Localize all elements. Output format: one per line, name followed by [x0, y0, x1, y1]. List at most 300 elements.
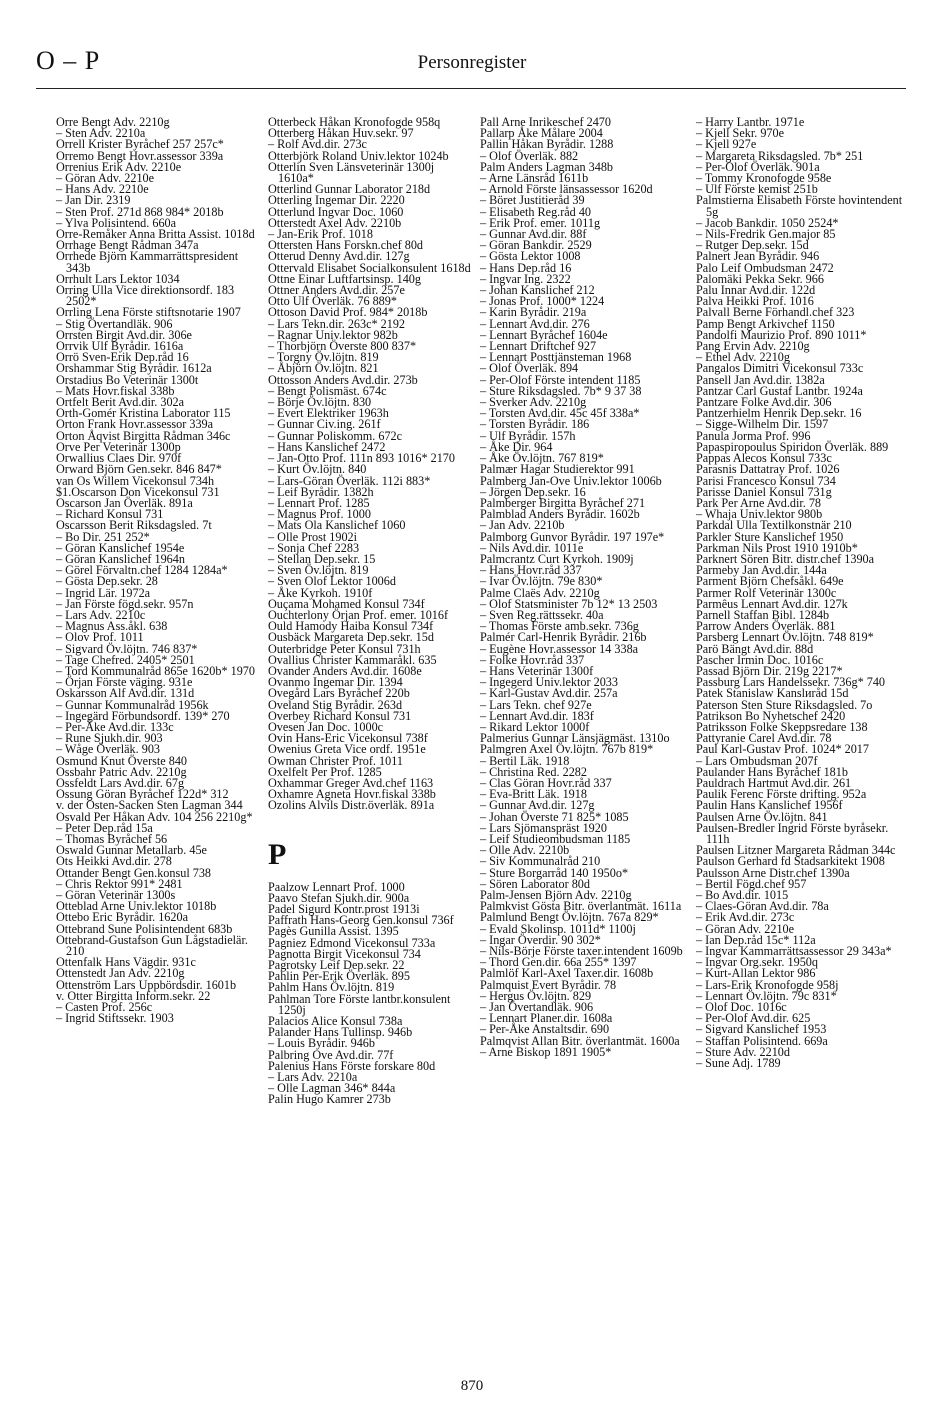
register-entry: – Rolf Avd.dir. 273c [268, 137, 367, 152]
register-entry: – Göran Kanslichef 1954e [56, 540, 185, 555]
register-entry: – Sture Riksdagsled. 7b* 9 37 38 [480, 383, 642, 398]
register-entry: – Gunnar Poliskomm. 672c [268, 428, 403, 443]
register-entry: – Whaja Univ.lektor 980b [696, 507, 823, 522]
register-entry: – Ingvar Ing. 2322 [480, 271, 571, 286]
register-entry: – Casten Prof. 256c [56, 1000, 153, 1015]
register-entry: – Magnus Ass.åkl. 638 [56, 619, 168, 634]
register-entry: – Ingar Överdir. 90 302* [480, 932, 601, 947]
register-entry: – Johan Överste 71 825* 1085 [480, 809, 629, 824]
register-entry: – Ylva Polisintend. 660a [56, 215, 177, 230]
register-entry: Ouçama Mohamed Konsul 734f [268, 596, 425, 611]
register-entry: – Lennart Byråchef 1604e [480, 327, 608, 342]
register-entry: Pagnotta Birgit Vicekonsul 734 [268, 946, 421, 961]
register-entry: – Torgny Öv.löjtn. 819 [268, 350, 379, 365]
register-entry: Palmquist Evert Byrådir. 78 [480, 977, 617, 992]
register-entry: Ovallius Christer Kammaråkl. 635 [268, 652, 437, 667]
register-entry: Paulsen-Bredler Ingrid Förste byråsekr. 111h [696, 820, 889, 846]
register-entry: – Bertil Läk. 1918 [480, 753, 570, 768]
register-entry: – Peter Dep.råd 15a [56, 820, 153, 835]
register-entry: Orring Ulla Vice direktionsordf. 183 2502* [56, 283, 235, 309]
register-entry: Parkdal Ulla Textilkonstnär 210 [696, 518, 852, 533]
register-entry: Parnell Staffan Bibl. 1284b [696, 607, 830, 622]
register-entry: Parmer Rolf Veterinär 1300c [696, 585, 837, 600]
register-entry: Orve Per Veterinär 1300p [56, 439, 181, 454]
register-entry: – Nils-Börje Förste taxer.intendent 1609b [480, 944, 683, 959]
register-entry: – Lennart Avd.dir. 183f [480, 708, 594, 723]
register-entry: – Sune Adj. 1789 [696, 1056, 781, 1071]
register-entry: Palmkvist Gösta Bitr. överlantmät. 1611a [480, 899, 682, 914]
register-entry: – Thomas Byråchef 56 [56, 832, 168, 846]
register-entry: – Margareta Riksdagsled. 7b* 251 [696, 148, 864, 163]
register-entry: Paul Karl-Gustav Prof. 1024* 2017 [696, 742, 869, 757]
register-entry: Otterling Ingemar Dir. 2220 [268, 193, 405, 208]
register-entry: – Claes-Göran Avd.dir. 78a [696, 899, 829, 914]
register-entry: Paulik Ferenc Förste drifting. 952a [696, 787, 867, 802]
register-entry: – Rutger Dep.sekr. 15d [696, 238, 809, 253]
register-entry: Palbring Ove Avd.dir. 77f [268, 1047, 394, 1062]
register-entry: – Stig Övertandläk. 906 [56, 316, 173, 331]
register-entry: – Ingrid Lär. 1972a [56, 585, 151, 600]
register-entry: – Göran Adv. 2210e [696, 921, 795, 936]
register-entry: Orrenius Erik Adv. 2210e [56, 159, 182, 174]
register-entry: Ovin Hans-Eric Vicekonsul 738f [268, 731, 428, 746]
register-entry: Pagès Gunilla Assist. 1395 [268, 924, 399, 939]
register-entry: – Per-Olof Avd.dir. 625 [696, 1011, 811, 1026]
register-entry: – Sten Adv. 2210a [56, 126, 146, 141]
register-entry: – Tage Chefred. 2405* 2501 [56, 652, 195, 667]
register-entry: – Ingegerd Univ.lektor 2033 [480, 675, 618, 690]
register-entry: Pall Arne Inrikeschef 2470 [480, 115, 611, 129]
register-entry: Orstadius Bo Veterinär 1300t [56, 372, 199, 387]
register-entry: Palmberg Jan-Ove Univ.lektor 1006b [480, 473, 662, 488]
register-entry: Palme Claës Adv. 2210g [480, 585, 600, 600]
register-entry: Otterberg Håkan Huv.sekr. 97 [268, 126, 414, 141]
register-entry: – Arnold Förste länsassessor 1620d [480, 182, 653, 197]
register-entry: Otterlin Sven Länsveterinär 1300j 1610a* [268, 159, 435, 186]
register-entry: – Folke Hovr.råd 337 [480, 652, 585, 667]
register-entry: Owman Christer Prof. 1011 [268, 753, 403, 768]
register-entry: – Rikard Lektor 1000f [480, 719, 590, 734]
register-entry: – Elisabeth Reg.råd 40 [480, 204, 592, 219]
register-entry: – Lars Adv. 2210c [56, 607, 146, 622]
register-entry: – Jan Förste fögd.sekr. 957n [56, 596, 194, 611]
register-entry: Palmborg Gunvor Byrådir. 197 197e* [480, 529, 665, 544]
register-entry: Passad Björn Dir. 219g 2217* [696, 663, 843, 678]
register-entry: Pantzerhielm Henrik Dep.sekr. 16 [696, 406, 862, 421]
register-entry: Orrhult Lars Lektor 1034 [56, 271, 180, 286]
register-entry: Otterbeck Håkan Kronofogde 958q [268, 115, 441, 129]
register-entry: – Per-Åke Anstaltsdir. 690 [480, 1022, 610, 1037]
register-entry: Oscarsson Berit Riksdagsled. 7t [56, 518, 212, 533]
register-entry: – Lennart Avd.dir. 276 [480, 316, 590, 331]
register-entry: Pamp Bengt Arkivchef 1150 [696, 316, 835, 331]
register-entry: Ottoson David Prof. 984* 2018b [268, 305, 428, 320]
register-entry: Parisse Daniel Konsul 731g [696, 484, 832, 499]
register-entry: Palin Hugo Kamrer 273b [268, 1092, 391, 1107]
register-entry: Osvald Per Håkan Adv. 104 256 2210g* [56, 809, 253, 824]
register-entry: Ovanmo Ingemar Dir. 1394 [268, 675, 403, 690]
register-entry: – Olof Statsminister 7b 12* 13 2503 [480, 596, 658, 611]
register-entry: Otterbjörk Roland Univ.lektor 1024b [268, 148, 449, 163]
register-entry: Palander Hans Tullinsp. 946b [268, 1025, 413, 1040]
register-entry: Ottenström Lars Uppbördsdir. 1601b [56, 977, 237, 992]
register-entry: – Leif Studieombudsman 1185 [480, 832, 631, 846]
register-entry: Paulin Hans Kanslichef 1956f [696, 798, 843, 813]
register-entry: Parrow Anders Överläk. 881 [696, 619, 836, 634]
register-entry: – Per-Åke Avd.dir. 133c [56, 719, 174, 734]
register-entry: Padel Sigurd Kontr.prost 1913i [268, 902, 420, 916]
register-entry: Palvall Berne Förhandl.chef 323 [696, 305, 855, 320]
register-entry: Ottenstedt Jan Adv. 2210g [56, 966, 185, 981]
register-entry: – Tord Kommunalråd 865e 1620b* 1970 [56, 663, 255, 678]
register-entry: – Arne Länsråd 1611b [480, 171, 589, 186]
register-entry: – Lars Ombudsman 207f [696, 753, 818, 768]
register-entry: Parmêus Lennart Avd.dir. 127k [696, 596, 848, 611]
register-entry: van Os Willem Vicekonsul 734h [56, 473, 215, 488]
register-entry: – Sture Adv. 2210d [696, 1044, 790, 1059]
register-entry: – Sigvard Kanslichef 1953 [696, 1022, 827, 1037]
register-entry: – Jan-Erik Prof. 1018 [268, 227, 373, 242]
register-entry: Paulander Hans Byråchef 181b [696, 764, 848, 779]
register-entry: Orrö Sven-Erik Dep.råd 16 [56, 350, 189, 365]
register-entry: – Sven Reg.rättssekr. 40a [480, 607, 604, 622]
register-entry: – Hans Dep.råd 16 [480, 260, 572, 275]
register-entry: – Lars Tekn.dir. 263c* 2192 [268, 316, 406, 331]
register-entry: – Gösta Dep.sekr. 28 [56, 574, 158, 589]
register-entry: – Magnus Prof. 1000 [268, 507, 371, 522]
register-entry: – Thord Gen.dir. 66a 255* 1397 [480, 955, 637, 970]
register-entry: Pansell Jan Avd.dir. 1382a [696, 372, 825, 387]
register-entry: Orrsten Birgit Avd.dir. 306e [56, 327, 192, 342]
register-entry: Otterud Denny Avd.dir. 127g [268, 249, 410, 264]
register-entry: v. Otter Birgitta Inform.sekr. 22 [56, 988, 211, 1003]
register-entry: Parö Bängt Avd.dir. 88d [696, 641, 814, 656]
register-entry: – Tommy Kronofogde 958e [696, 171, 832, 186]
page-number: 870 [460, 1378, 484, 1394]
register-entry: Pagniez Edmond Vicekonsul 733a [268, 935, 436, 950]
register-entry: – Ian Dep.råd 15c* 112a [696, 932, 816, 947]
register-entry: Paalzow Lennart Prof. 1000 [268, 879, 405, 894]
register-entry: Ovander Anders Avd.dir. 1608e [268, 663, 422, 678]
register-entry: – Ulf Förste kemist 251b [696, 182, 818, 197]
register-entry: – Gunnar Civ.ing. 261f [268, 417, 381, 432]
register-entry: Orre-Remåker Anna Britta Assist. 1018d [56, 227, 255, 242]
register-entry: Parasnis Dattatray Prof. 1026 [696, 462, 840, 477]
register-entry: Orton Åqvist Birgitta Rådman 346c [56, 428, 231, 443]
register-entry: Otterstedt Axel Adv. 2210b [268, 215, 402, 230]
register-entry: – Sigge-Wilhelm Dir. 1597 [696, 417, 829, 432]
register-entry: Papaspiropoulus Spiridon Överläk. 889 [696, 439, 889, 454]
register-entry: – Lennart Prof. 1285 [268, 495, 370, 510]
register-entry: – Olle Prost 1902i [268, 529, 358, 544]
register-entry: Orremo Bengt Hovr.assessor 339a [56, 148, 224, 163]
register-entry: Parmeby Jan Avd.dir. 144a [696, 563, 827, 578]
register-entry: Overbey Richard Konsul 731 [268, 708, 412, 723]
register-entry: – Lennart Posttjänsteman 1968 [480, 350, 632, 365]
register-entry: – Lars Adv. 2210a [268, 1070, 358, 1085]
page-title: Personregister [417, 52, 527, 73]
register-entry: – Nils-Fredrik Gen.major 85 [696, 227, 836, 242]
header-section-letters: O – P [36, 46, 101, 75]
register-entry: – Hans Adv. 2210e [56, 182, 149, 197]
register-entry: – Mats Ola Kanslichef 1060 [268, 518, 406, 533]
register-entry: – Åke Kyrkoh. 1910f [268, 585, 373, 600]
register-entry: Park Per Arne Avd.dir. 78 [696, 495, 822, 510]
register-entry: – Bengt Polismäst. 674c [268, 383, 387, 398]
register-entry: Pauldrach Hartmut Avd.dir. 261 [696, 775, 852, 790]
register-entry: Osmund Knut Överste 840 [56, 753, 188, 768]
register-entry: Ovegård Lars Byråchef 220b [268, 686, 410, 701]
register-entry: – Sven Öv.löjtn. 819 [268, 563, 369, 578]
register-entry: Palmær Hagar Studierektor 991 [480, 462, 635, 477]
register-entry: Ortfelt Berit Avd.dir. 302a [56, 395, 185, 410]
register-entry: Oswald Gunnar Metallarb. 45e [56, 843, 207, 858]
register-entry: – Wåge Överläk. 903 [56, 742, 161, 757]
register-entry: – Örjan Förste väging. 931e [56, 675, 193, 690]
register-entry: Orrhede Björn Kammarrättspresident 343b [56, 249, 239, 275]
register-entry: – Karin Byrådir. 219a [480, 305, 587, 320]
register-entry: Ottander Bengt Gen.konsul 738 [56, 865, 212, 880]
header-divider [36, 88, 906, 89]
register-entry: – Mats Hovr.fiskal 338b [56, 383, 175, 398]
register-entry: – Louis Byrådir. 946b [268, 1036, 375, 1051]
register-entry: – Ragnar Univ.lektor 982b [268, 327, 398, 342]
register-entry: Paffrath Hans-Georg Gen.konsul 736f [268, 913, 454, 928]
register-entry: Ottner Anders Avd.dir. 257e [268, 283, 405, 298]
register-entry: Pahlin Per-Erik Överläk. 895 [268, 969, 410, 984]
register-entry: Palm Anders Lagman 348b [480, 159, 614, 174]
register-entry: Pandolfi Maurizio Prof. 890 1011* [696, 327, 867, 342]
register-entry: – Olle Adv. 2210b [480, 843, 570, 858]
register-entry: – Göran Bankdir. 2529 [480, 238, 592, 253]
register-entry: Ottne Einar Luftfartsinsp. 140g [268, 271, 421, 286]
register-entry: Pallin Håkan Byrådir. 1288 [480, 137, 614, 152]
register-entry: – Åke Dir. 964 [480, 439, 553, 454]
register-entry: – Ethel Adv. 2210g [696, 350, 790, 365]
register-entry: $1.Oscarson Don Vicekonsul 731 [56, 484, 220, 499]
register-entry: – Sören Laborator 80d [480, 876, 590, 891]
register-entry: Palmblad Anders Byrådir. 1602b [480, 507, 640, 522]
register-entry: Parsberg Lennart Öv.löjtn. 748 819* [696, 630, 874, 645]
register-entry: – Kjell 927e [696, 137, 757, 152]
register-entry: – Lars Tekn. chef 927e [480, 697, 592, 712]
register-entry: – Chris Rektor 991* 2481 [56, 876, 183, 891]
register-entry: Paterson Sten Sture Riksdagsled. 7o [696, 697, 873, 712]
register-entry: – Thorbjörn Överste 800 837* [268, 339, 417, 354]
register-entry: Parment Björn Chefsåkl. 649e [696, 574, 844, 589]
register-entry: – Richard Konsul 731 [56, 507, 164, 522]
register-entry: Ozolins Alvils Distr.överläk. 891a [268, 798, 435, 813]
register-entry: – Johan Kanslichef 212 [480, 283, 595, 298]
register-entry: – Ingrid Stiftssekr. 1903 [56, 1011, 174, 1026]
register-entry: Paulsen Litzner Margareta Rådman 344c [696, 843, 896, 858]
register-entry: Orrell Krister Byråchef 257 257c* [56, 137, 224, 152]
register-entry: Ossfeldt Lars Avd.dir. 67g [56, 775, 185, 790]
register-entry: – Åke Öv.löjtn. 767 819* [480, 451, 604, 466]
register-entry: – Gunnar Avd.dir. 127g [480, 798, 595, 813]
register-entry: Pattyranie Carel Avd.dir. 78 [696, 731, 832, 746]
register-entry: – Böret Justitieråd 39 [480, 193, 585, 208]
register-entry: Paulsson Arne Distr.chef 1390a [696, 865, 850, 880]
register-entry: – Gunnar Kommunalråd 1956k [56, 697, 209, 712]
register-entry: Ottersten Hans Forskn.chef 80d [268, 238, 424, 253]
register-entry: Pang Ervin Adv. 2210g [696, 339, 810, 354]
register-entry: Ottosson Anders Avd.dir. 273b [268, 372, 418, 387]
register-entry: – Eva-Britt Läk. 1918 [480, 787, 587, 802]
register-entry: Oxhamre Agneta Hovr.fiskal 338b [268, 787, 436, 802]
register-entry: – Bertil Fögd.chef 957 [696, 876, 807, 891]
register-entry: Otterlind Gunnar Laborator 218d [268, 182, 431, 197]
register-entry: – Eugène Hovr.assessor 14 338a [480, 641, 639, 656]
register-entry: Orrvik Ulf Byrådir. 1616a [56, 339, 184, 354]
register-entry: Orre Bengt Adv. 2210g [56, 115, 170, 129]
register-entry: – Lars-Erik Kronofogde 958j [696, 977, 839, 992]
register-entry: – Hergus Öv.löjtn. 829 [480, 988, 592, 1003]
register-entry: – Hans Hovr.råd 337 [480, 563, 582, 578]
register-entry: Ouchterlony Örjan Prof. emer. 1016f [268, 607, 449, 622]
register-entry: – Kjell Sekr. 970e [696, 126, 785, 141]
register-entry: – Jörgen Dep.sekr. 16 [480, 484, 586, 499]
register-entry: Pahlman Tore Förste lantbr.konsulent 1250j [268, 991, 451, 1017]
register-entry: Pantzare Folke Avd.dir. 306 [696, 395, 832, 410]
register-entry: Palmgren Axel Öv.löjtn. 767b 819* [480, 742, 654, 757]
register-entry: – Torsten Avd.dir. 45c 45f 338a* [480, 406, 640, 421]
register-entry: – Nils Avd.dir. 1011e [480, 540, 584, 555]
register-entry: – Sven Olof Lektor 1006d [268, 574, 396, 589]
register-entry: Parkman Nils Prost 1910 1910b* [696, 540, 858, 555]
register-entry: – Thomas Förste amb.sekr. 736g [480, 619, 639, 634]
register-entry: – Ingvar Kammarrättsassessor 29 343a* [696, 944, 892, 959]
register-entry: Otterlund Ingvar Doc. 1060 [268, 204, 404, 219]
register-entry: Paulson Gerhard fd Stadsarkitekt 1908 [696, 854, 885, 869]
register-entry: – Gunnar Avd.dir. 88f [480, 227, 587, 242]
register-entry: Ottenfalk Hans Vägdir. 931c [56, 955, 196, 970]
register-entry: Ossung Göran Byråchef 122d* 312 [56, 787, 229, 802]
register-column-3 [480, 117, 690, 1058]
register-entry: – Göran Veterinär 1300s [56, 888, 176, 903]
register-entry: Orwallius Claes Dir. 970f [56, 451, 182, 466]
register-entry: – Sten Prof. 271d 868 984* 2018b [56, 204, 224, 219]
register-entry: – Ingvar Org.sekr. 1950q [696, 955, 818, 970]
register-entry: Oveland Stig Byrådir. 263d [268, 697, 403, 712]
register-entry: Pagrotsky Leif Dep.sekr. 22 [268, 958, 405, 973]
register-entry: Pangalos Dimitri Vicekonsul 733c [696, 361, 864, 376]
register-entry: Palmqvist Allan Bitr. överlantmät. 1600a [480, 1033, 680, 1048]
register-entry: Palmberger Birgitta Byråchef 271 [480, 495, 646, 510]
register-entry: – Görel Förvaltn.chef 1284 1284a* [56, 563, 228, 578]
register-entry: Parkler Sture Kanslichef 1950 [696, 529, 844, 544]
register-entry: – Ivar Öv.löjtn. 79e 830* [480, 574, 603, 589]
register-entry: Otteblad Arne Univ.lektor 1018b [56, 899, 217, 914]
register-entry: Panula Jorma Prof. 996 [696, 428, 811, 443]
register-entry: – Lars-Göran Överläk. 112i 883* [268, 473, 431, 488]
register-entry: Owenius Greta Vice ordf. 1951e [268, 742, 426, 757]
register-entry: – Börje Öv.löjtn. 830 [268, 395, 372, 410]
register-entry: – Jan Adv. 2210b [480, 518, 565, 533]
register-column-1 [56, 117, 256, 1024]
register-entry: – Jonas Prof. 1000* 1224 [480, 294, 605, 309]
register-entry: Ots Heikki Avd.dir. 278 [56, 854, 172, 869]
register-entry: Orrling Lena Förste stiftsnotarie 1907 [56, 305, 241, 320]
register-entry: Ousbäck Margareta Dep.sekr. 15d [268, 630, 434, 645]
register-entry: – Stellan Dep.sekr. 15 [268, 551, 376, 566]
register-entry: – Lars Sjömanspräst 1920 [480, 820, 607, 835]
register-entry: Palacios Alice Konsul 738a [268, 1014, 403, 1029]
register-entry: Patrikson Bo Nyhetschef 2420 [696, 708, 846, 723]
register-entry: Pascher Irmin Doc. 1016c [696, 652, 824, 667]
register-entry: – Ulf Byrådir. 157h [480, 428, 576, 443]
register-entry: – Hans Kanslichef 2472 [268, 439, 386, 454]
register-entry: – Erik Prof. emer. 1011g [480, 215, 601, 230]
register-entry: Palo Leif Ombudsman 2472 [696, 260, 834, 275]
register-entry: – Per-Olof Överläk. 901a [696, 159, 820, 174]
register-entry: Outerbridge Peter Konsul 731h [268, 641, 421, 656]
register-entry: – Siv Kommunalråd 210 [480, 854, 601, 869]
register-entry: – Christina Red. 2282 [480, 764, 587, 779]
register-entry: – Sverker Adv. 2210g [480, 395, 587, 410]
register-entry: – Jacob Bankdir. 1050 2524* [696, 215, 839, 230]
register-entry: – Leif Byrådir. 1382h [268, 484, 374, 499]
register-entry: Patriksson Folke Skeppsredare 138 [696, 719, 868, 734]
register-column-4 [696, 117, 911, 1069]
register-entry: Patek Stanislaw Kanslиråd 15d [696, 686, 849, 701]
register-entry: – Sture Borgarråd 140 1950o* [480, 865, 629, 880]
register-entry: Ottebrand-Gustafson Gun Lågstadielär. 210 [56, 932, 248, 959]
register-entry: Pallarp Åke Målare 2004 [480, 126, 603, 141]
register-entry: Pahlm Hans Öv.löjtn. 819 [268, 980, 395, 995]
register-entry: Pappas Alecos Konsul 733c [696, 451, 832, 466]
register-entry: Oxelfelt Per Prof. 1285 [268, 764, 382, 779]
register-entry: Pantzar Carl Gustaf Lantbr. 1924a [696, 383, 863, 398]
register-entry: – Lennart Driftchef 927 [480, 339, 597, 354]
register-entry: Palu Innar Avd.dir. 122d [696, 283, 816, 298]
register-column-2-p-entries [268, 879, 473, 1107]
register-entry: – Per-Olof Förste intendent 1185 [480, 372, 641, 387]
register-entry: Oskarsson Alf Avd.dir. 131d [56, 686, 195, 701]
register-entry: – Olof Doc. 1016c [696, 1000, 787, 1015]
register-entry: Ovesen Jan Doc. 1000c [268, 719, 384, 734]
register-entry: Passburg Lars Handelssekr. 736g* 740 [696, 675, 886, 690]
register-entry: Palomäki Pekka Sekr. 966 [696, 271, 824, 286]
register-entry: Otto Ulf Överläk. 76 889* [268, 294, 397, 309]
register-entry: Palnert Jean Byrådir. 946 [696, 249, 820, 264]
register-entry: Palmstierna Elisabeth Förste hovintendent 5g [696, 193, 903, 219]
register-entry: – Jan Dir. 2319 [56, 193, 131, 208]
register-entry: – Åbjörn Öv.löjtn. 821 [268, 361, 379, 376]
register-entry: – Staffan Polisintend. 669a [696, 1033, 828, 1048]
register-entry: Palm-Jensen Björn Adv. 2210g [480, 888, 632, 903]
register-entry: Orth-Gomér Kristina Laborator 115 [56, 406, 231, 421]
register-entry: – Lennart Planer.dir. 1608a [480, 1011, 613, 1026]
register-entry: – Erik Avd.dir. 273c [696, 910, 795, 925]
register-entry: – Olle Lagman 346* 844a [268, 1081, 396, 1096]
register-entry: Orton Frank Hovr.assessor 339a [56, 417, 214, 432]
register-entry: – Bo Avd.dir. 1015 [696, 888, 789, 903]
register-entry: – Olof Överläk. 882 [480, 148, 579, 163]
register-entry: Palmlöf Karl-Axel Taxer.dir. 1608b [480, 966, 654, 981]
register-entry: – Rune Sjukh.dir. 903 [56, 731, 163, 746]
register-entry: Orshammar Stig Byrådir. 1612a [56, 361, 212, 376]
register-entry: – Arne Biskop 1891 1905* [480, 1044, 612, 1059]
register-entry: – Kurt Öv.löjtn. 840 [268, 462, 367, 477]
register-entry: Palmlund Bengt Öv.löjtn. 767a 829* [480, 910, 659, 925]
register-entry: – Olov Prof. 1011 [56, 630, 144, 645]
register-entry: v. der Osten-Sacken Sten Lagman 344 [56, 798, 243, 813]
register-entry: – Jan-Otto Prof. 111n 893 1016* 2170 [268, 451, 455, 466]
register-entry: Paulsen Arne Öv.löjtn. 841 [696, 809, 828, 824]
register-entry: Ottebo Eric Byrådir. 1620a [56, 910, 188, 925]
register-entry: – Kurt-Allan Lektor 986 [696, 966, 816, 981]
